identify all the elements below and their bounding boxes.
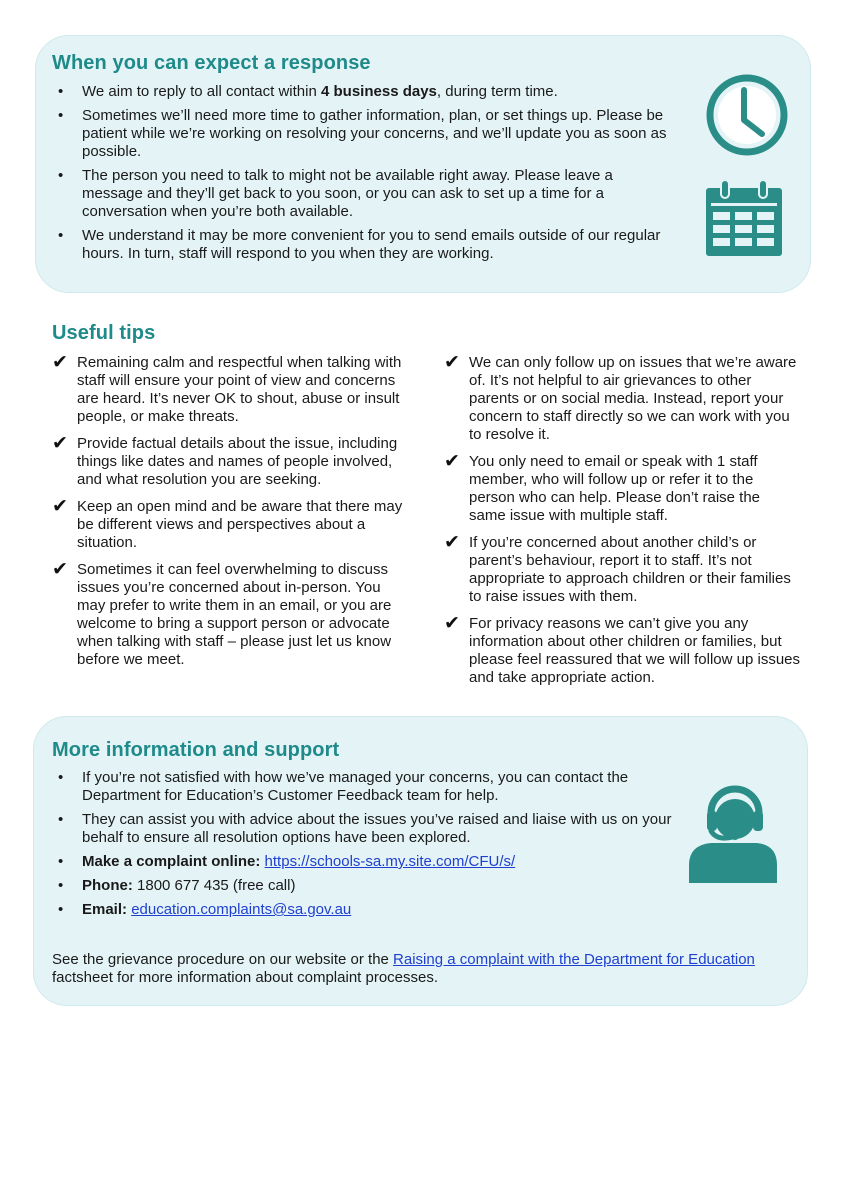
tips-heading: Useful tips (52, 322, 156, 344)
checkmark-icon: ✔ (52, 558, 68, 580)
list-item: • The person you need to talk to might not be available right away. Please leave a message and they’ll get back to you soon, or you can ask to set up a time for a conversation when you’re both available. (52, 167, 677, 221)
response-panel (35, 35, 811, 293)
complaint-label: Make a complaint online: (82, 853, 261, 870)
list-item: • We aim to reply to all contact within 4 business days, during term time. (52, 83, 677, 101)
tip-item: ✔ For privacy reasons we can’t give you any information about other children or families, but please feel reassured that we will follow up issues and take appropriate action. (444, 612, 801, 686)
checkmark-icon: ✔ (52, 432, 68, 454)
tip-item: ✔ We can only follow up on issues that we’re aware of. It’s not helpful to air grievances to other parents or on social media. Instead, report your concern to staff directly so we can work with you to resolve it. (444, 351, 797, 443)
list-item: • Sometimes we’ll need more time to gather information, plan, or set things up. Please be patient while we’re working on resolving your concerns, and we’ll update you as soon as possible. (52, 107, 677, 161)
clock-icon (704, 72, 790, 158)
checkmark-icon: ✔ (52, 495, 68, 517)
list-item: • We understand it may be more convenient for you to send emails outside of our regular hours. In turn, staff will respond to you when they are working. (52, 227, 677, 263)
more-info-panel (33, 716, 808, 1006)
tip-item: ✔ Keep an open mind and be aware that there may be different views and perspectives about a situation. (52, 495, 403, 551)
email-link[interactable]: education.complaints@sa.gov.au (131, 901, 352, 918)
response-list (52, 83, 677, 269)
list-item: • If you’re not satisfied with how we’ve managed your concerns, you can contact the Department for Education’s Customer Feedback team for help. (52, 769, 677, 805)
response-heading: When you can expect a response (52, 52, 371, 74)
tips-left-column (52, 351, 407, 678)
tip-item: ✔ You only need to email or speak with 1 staff member, who will follow up or refer it to the person who can help. Please don’t raise the same issue with multiple staff. (444, 450, 761, 524)
more-info-list (52, 769, 677, 925)
phone-number: 1800 677 435 (free call) (132, 877, 296, 894)
department-complaint-link[interactable]: Raising a complaint with the Department for Education (393, 951, 755, 968)
tip-item: ✔ Remaining calm and respectful when talking with staff will ensure your point of view and concerns are heard. It’s never OK to shout, abuse or insult people, or make threats. (52, 351, 402, 425)
checkmark-icon: ✔ (52, 351, 68, 373)
complaint-link[interactable]: https://schools-sa.my.site.com/CFU/s/ (264, 853, 516, 870)
tip-item: ✔ Provide factual details about the issue, including things like dates and names of people involved, and what resolution you are seeking. (52, 432, 398, 488)
list-item: • They can assist you with advice about the issues you’ve raised and liaise with us on your behalf to ensure all resolution options have been explored. (52, 811, 677, 847)
business-days-text: 4 business days (321, 83, 437, 100)
tip-item: ✔ Sometimes it can feel overwhelming to discuss issues you’re concerned about in-person. You may prefer to write them in an email, or you are welcome to bring a support person or advocate when talking with staff – please just let us know before we meet. (52, 558, 392, 668)
checkmark-icon: ✔ (444, 612, 460, 634)
list-item (52, 877, 677, 895)
checkmark-icon: ✔ (444, 351, 460, 373)
tip-item: ✔ If you’re concerned about another child’s or parent’s behaviour, report it to staff. It’s not appropriate to approach children or their families to raise issues with them. (444, 531, 791, 605)
list-item (52, 901, 677, 919)
headset-support-icon (687, 779, 779, 885)
more-info-heading: More information and support (52, 739, 340, 761)
phone-label: Phone: (82, 877, 133, 894)
tips-right-column (444, 351, 801, 696)
calendar-icon (704, 180, 784, 258)
list-item (52, 853, 677, 871)
email-label: Email: (82, 901, 128, 918)
footer-paragraph: See the grievance procedure on our website or the Raising a complaint with the Department for Education factsheet for more information about complaint processes. (52, 951, 755, 986)
checkmark-icon: ✔ (444, 531, 460, 553)
checkmark-icon: ✔ (444, 450, 460, 472)
